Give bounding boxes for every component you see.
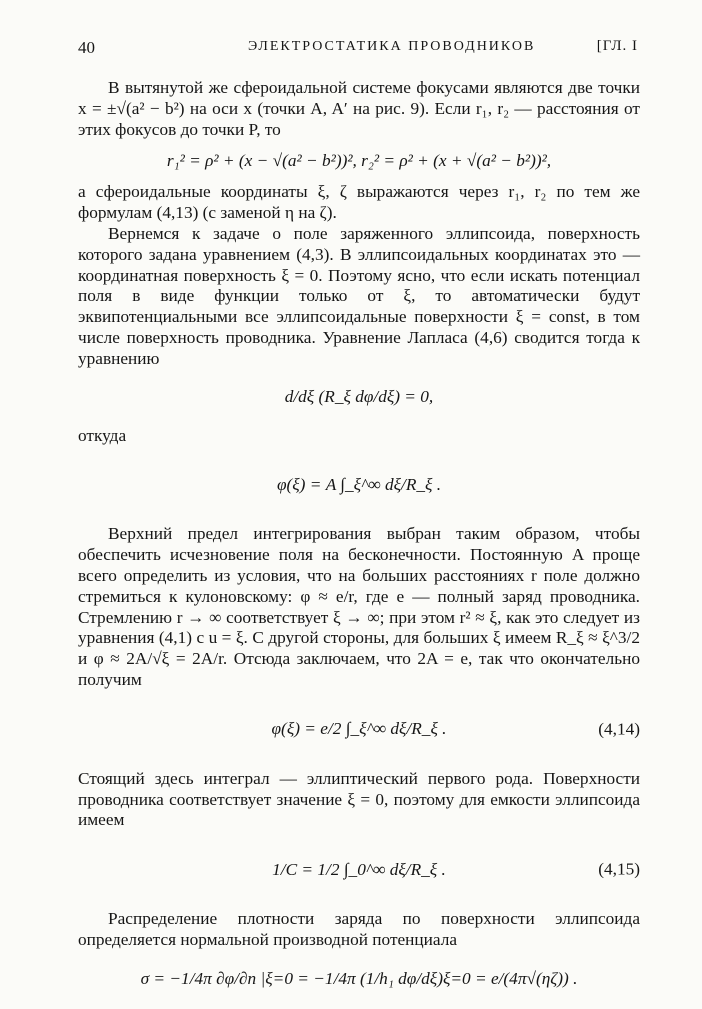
paragraph-integration-limit: Верхний предел интегрирования выбран таким образом, чтобы обеспечить исчезновение поля на бесконечности. Постоянную A проще всего определить из условия, что на больших расстояниях r поле должно стремиться к кулоновскому: φ ≈ e/r, где e — полный заряд проводника. Стремлению r → ∞ соответствует ξ → ∞; при этом r² ≈ ξ, как это следует из уравнения (4,1) с u = ξ. С другой стороны, для больших ξ имеем R_ξ ≈ ξ^3/2 и φ ≈ 2A/√ξ = 2A/r. Отсюда заключаем, что 2A = e, так что окончательно получим (78, 524, 640, 689)
formula-text: φ(ξ) = e/2 ∫_ξ^∞ dξ/R_ξ . (271, 719, 447, 739)
page-header (78, 38, 638, 60)
chapter-label: [ГЛ. I (596, 38, 638, 54)
formula-potential-final (78, 697, 640, 763)
formula-text: φ(ξ) = A ∫_ξ^∞ dξ/R_ξ . (276, 474, 442, 494)
paragraph-charged-ellipsoid: Вернемся к задаче о поле заряженного эллипсоида, поверхность которого задана уравнением (4,3). В эллипсоидальных координатах это — координатная поверхность ξ = 0. Поэтому ясно, что если искать потенциал поля в виде функции только от ξ, то автоматически будут эквипотенциальными все эллипсоидальные поверхности ξ = const, в том числе поверхность проводника. Уравнение Лапласа (4,6) сводится тогда к уравнению (78, 223, 640, 368)
formula-text: 1/C = 1/2 ∫_0^∞ dξ/R_ξ . (272, 859, 446, 879)
page-body (78, 78, 640, 1009)
formula-surface-density (78, 957, 640, 1003)
formula-text: σ = −1/4π ∂φ/∂n |ξ=0 = −1/4π (1/h₁ dφ/dξ)ξ=0 = e/(4π√(ηζ)) . (140, 969, 578, 989)
paragraph-elliptic-integral: Стоящий здесь интеграл — эллиптический первого рода. Поверхности проводника соответствует значение ξ = 0, поэтому для емкости эллипсоида имеем (78, 768, 640, 830)
formula-text: r₁² = ρ² + (x − √(a² − b²))², r₂² = ρ² + (x + √(a² − b²))², (166, 150, 552, 170)
paragraph-prolate-foci: В вытянутой же сфероидальной системе фокусами являются две точки x = ±√(a² − b²) на оси x (точки A, A′ на рис. 9). Если r₁, r₂ — расстояния от этих фокусов до точки P, то (78, 78, 640, 139)
formula-laplace (78, 376, 640, 420)
formula-capacitance (78, 837, 640, 903)
formula-text: d/dξ (R_ξ dφ/dξ) = 0, (284, 387, 434, 407)
running-title: ЭЛЕКТРОСТАТИКА ПРОВОДНИКОВ (248, 39, 536, 54)
formula-focal-distances (78, 146, 640, 176)
paragraph-spheroidal-coords: а сфероидальные координаты ξ, ζ выражаются через r₁, r₂ по тем же формулам (4,13) (с заменой η на ζ). (78, 182, 640, 223)
formula-potential-general (78, 452, 640, 518)
paragraph-whence: откуда (78, 425, 127, 445)
page-number: 40 (78, 38, 95, 57)
paragraph-charge-density: Распределение плотности заряда по поверхности эллипсоида определяется нормальной производной потенциала (78, 909, 640, 949)
equation-number: (4,15) (598, 859, 640, 879)
equation-number: (4,14) (598, 719, 640, 739)
